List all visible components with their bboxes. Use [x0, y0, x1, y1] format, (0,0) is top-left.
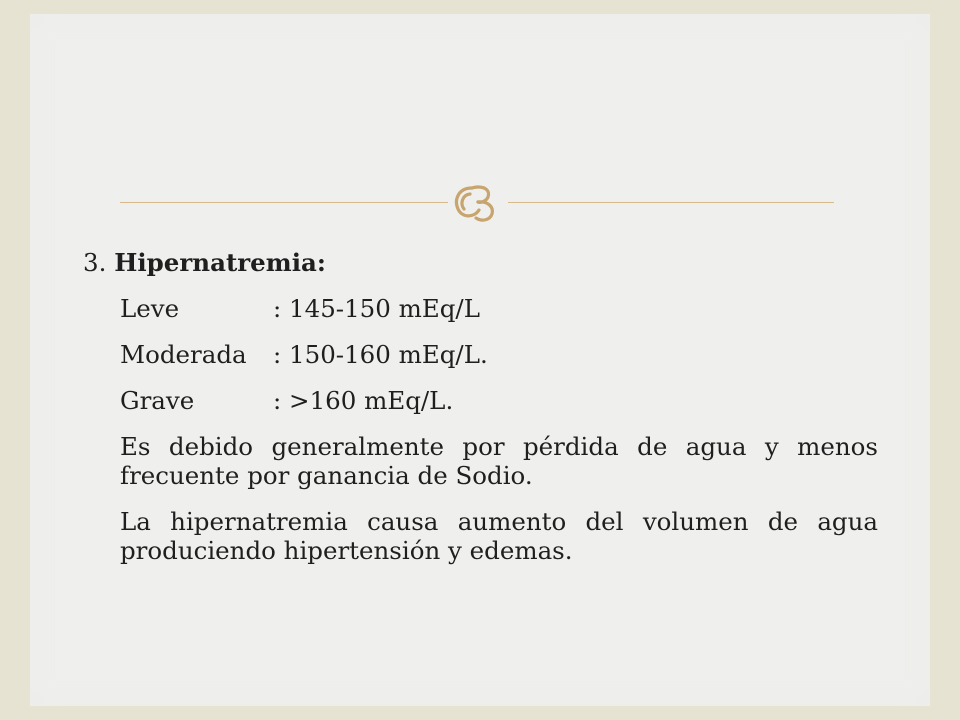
paragraph-effect: La hipernatremia causa aumento del volumen de agua produciendo hipertensión y edemas. [120, 507, 878, 565]
range-label: Leve [120, 294, 180, 323]
range-label: Moderada [120, 340, 247, 369]
flourish-icon [448, 178, 508, 226]
range-row-leve [120, 294, 878, 323]
range-label: Grave [120, 386, 195, 415]
heading-title: Hipernatremia: [114, 248, 326, 277]
divider-left [120, 202, 448, 203]
range-value: : >160 mEq/L. [273, 386, 454, 415]
paragraph-cause: Es debido generalmente por pérdida de agua y menos frecuente por ganancia de Sodio. [120, 432, 878, 490]
section-heading [83, 248, 878, 277]
slide-content [83, 248, 878, 582]
divider-right [508, 202, 834, 203]
heading-number: 3. [83, 248, 107, 277]
range-value: : 145-150 mEq/L [273, 294, 480, 323]
range-value: : 150-160 mEq/L. [273, 340, 488, 369]
range-row-grave [120, 386, 878, 415]
range-row-moderada [120, 340, 878, 369]
